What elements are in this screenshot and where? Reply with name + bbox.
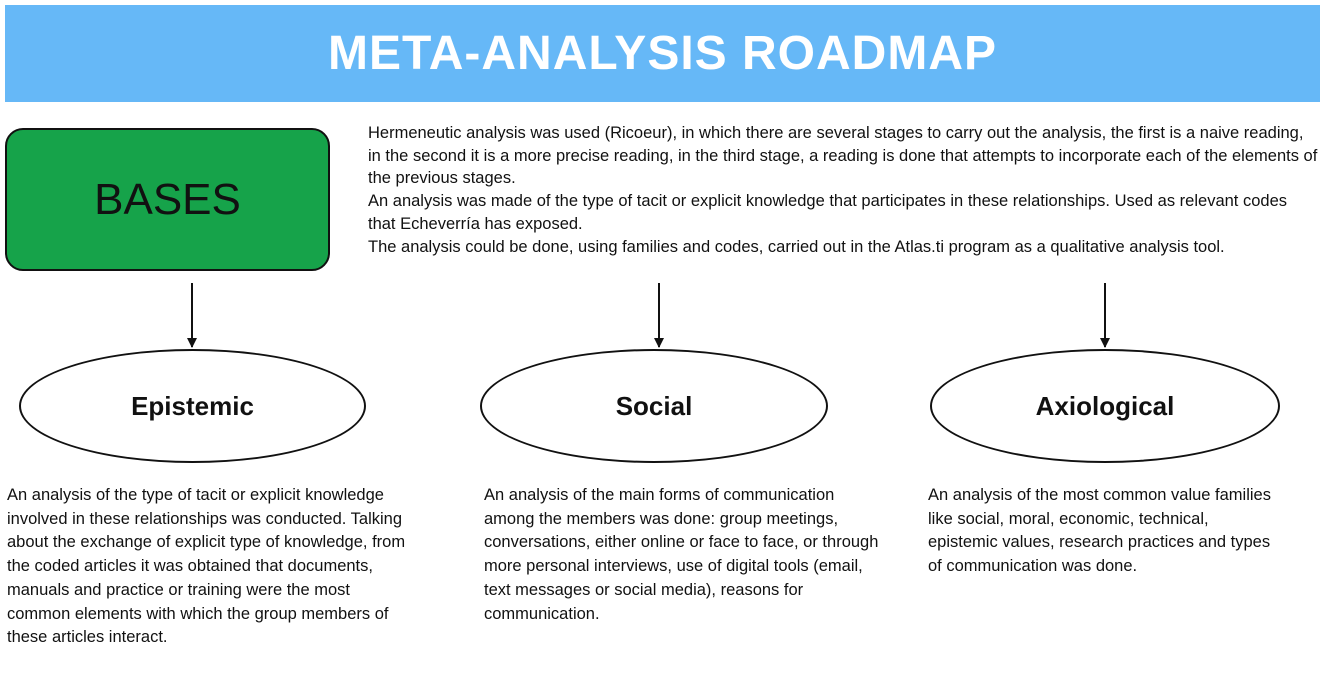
axiological-ellipse: [930, 349, 1280, 463]
social-description: An analysis of the main forms of communication among the members was done: group meetings, conversations, either online or face to face, or through more personal interviews, use of digital tools (email, text messages or social media), reasons for communication.: [484, 486, 879, 623]
bases-label: BASES: [94, 174, 241, 224]
axiological-description: An analysis of the most common value families like social, moral, economic, technical, epistemic values, research practices and types of communication was done.: [928, 486, 1271, 576]
epistemic-ellipse: [19, 349, 366, 463]
axiological-label: Axiological: [1035, 390, 1175, 421]
intro-paragraph-1: Hermeneutic analysis was used (Ricoeur), in which there are several stages to carry out the analysis, the first is a naive reading, in the second it is a more precise reading, in the third stage, a reading is done that attempts to incorporate each of the elements of the previous stages.: [368, 124, 1318, 188]
intro-paragraph-2: An analysis was made of the type of tacit or explicit knowledge that participates in these relationships. Used as relevant codes that Echeverría has exposed.: [368, 192, 1287, 233]
social-label: Social: [615, 390, 693, 421]
epistemic-description: An analysis of the type of tacit or explicit knowledge involved in these relationships was conducted. Talking about the exchange of explicit type of knowledge, from the coded articles it was obtained that documents, manuals and practice or training were the most common elements with which the group members of these articles interact.: [7, 486, 406, 647]
intro-paragraph-3: The analysis could be done, using families and codes, carried out in the Atlas.ti program as a qualitative analysis tool.: [368, 237, 1225, 256]
epistemic-label: Epistemic: [131, 390, 254, 421]
page-title: META-ANALYSIS ROADMAP: [327, 27, 998, 80]
social-ellipse: [480, 349, 828, 463]
